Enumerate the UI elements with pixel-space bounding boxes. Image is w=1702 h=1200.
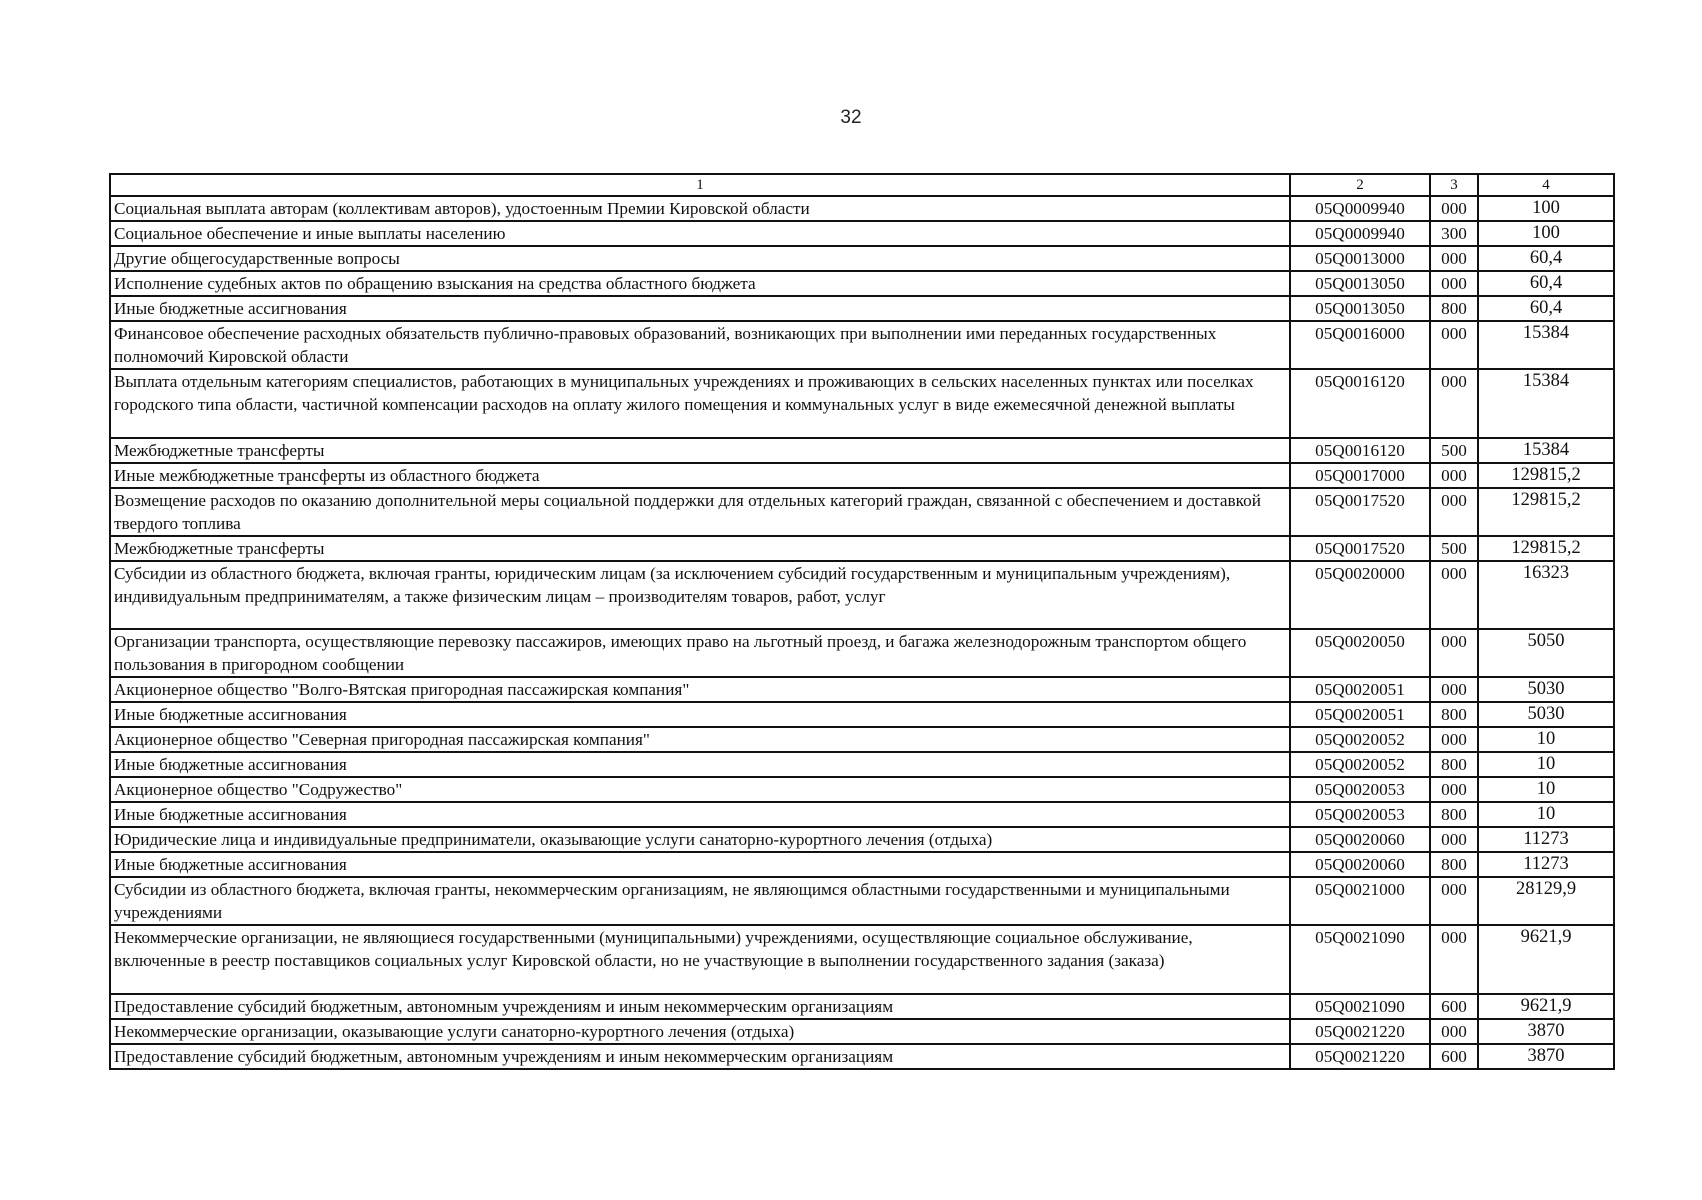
row-code-cell: 05Q0020052 (1290, 727, 1430, 752)
row-sum-cell: 16323 (1478, 561, 1614, 629)
row-code-cell: 05Q0020060 (1290, 827, 1430, 852)
row-code-cell: 05Q0016120 (1290, 438, 1430, 463)
table-row (110, 727, 1614, 752)
row-name-cell: Субсидии из областного бюджета, включая гранты, юридическим лицам (за исключением субсидий государственным и муниципальным учреждениям), индивидуальным предпринимателям, а также физическим лицам – производителям товаров, работ, услуг (110, 561, 1290, 629)
table-row (110, 925, 1614, 994)
row-name-cell: Другие общегосударственные вопросы (110, 246, 1290, 271)
row-sum-cell: 5030 (1478, 702, 1614, 727)
row-name-cell: Иные бюджетные ассигнования (110, 702, 1290, 727)
row-type-cell: 000 (1430, 271, 1478, 296)
row-sum-cell: 129815,2 (1478, 488, 1614, 536)
row-name-cell: Иные бюджетные ассигнования (110, 296, 1290, 321)
row-name-cell: Исполнение судебных актов по обращению взыскания на средства областного бюджета (110, 271, 1290, 296)
row-name-cell: Некоммерческие организации, оказывающие услуги санаторно-курортного лечения (отдыха) (110, 1019, 1290, 1044)
row-sum-cell: 3870 (1478, 1019, 1614, 1044)
row-name-cell: Организации транспорта, осуществляющие перевозку пассажиров, имеющих право на льготный проезд, и багажа железнодорожным транспортом общего пользования в пригородном сообщении (110, 629, 1290, 677)
column-number-2: 2 (1290, 174, 1430, 196)
table-row (110, 321, 1614, 369)
row-type-cell: 000 (1430, 925, 1478, 994)
page-number: 32 (840, 107, 862, 128)
row-code-cell: 05Q0021220 (1290, 1044, 1430, 1069)
row-sum-cell: 60,4 (1478, 296, 1614, 321)
row-sum-cell: 3870 (1478, 1044, 1614, 1069)
row-type-cell: 000 (1430, 488, 1478, 536)
table-row (110, 296, 1614, 321)
row-code-cell: 05Q0013000 (1290, 246, 1430, 271)
row-sum-cell: 10 (1478, 727, 1614, 752)
row-name-cell: Межбюджетные трансферты (110, 438, 1290, 463)
row-name-cell: Иные межбюджетные трансферты из областного бюджета (110, 463, 1290, 488)
row-sum-cell: 15384 (1478, 321, 1614, 369)
table-row (110, 463, 1614, 488)
row-name-cell: Финансовое обеспечение расходных обязательств публично-правовых образований, возникающих при выполнении ими переданных государственных полномочий Кировской области (110, 321, 1290, 369)
table-row (110, 271, 1614, 296)
row-sum-cell: 9621,9 (1478, 925, 1614, 994)
budget-table (109, 173, 1615, 1070)
table-row (110, 221, 1614, 246)
row-type-cell: 000 (1430, 246, 1478, 271)
table-row (110, 677, 1614, 702)
row-sum-cell: 10 (1478, 802, 1614, 827)
row-sum-cell: 9621,9 (1478, 994, 1614, 1019)
row-code-cell: 05Q0020000 (1290, 561, 1430, 629)
row-code-cell: 05Q0017000 (1290, 463, 1430, 488)
row-sum-cell: 15384 (1478, 438, 1614, 463)
row-type-cell: 800 (1430, 296, 1478, 321)
row-type-cell: 000 (1430, 1019, 1478, 1044)
table-row (110, 246, 1614, 271)
column-number-3: 3 (1430, 174, 1478, 196)
row-type-cell: 000 (1430, 727, 1478, 752)
row-code-cell: 05Q0021220 (1290, 1019, 1430, 1044)
row-name-cell: Акционерное общество "Волго-Вятская пригородная пассажирская компания" (110, 677, 1290, 702)
row-sum-cell: 100 (1478, 196, 1614, 221)
row-code-cell: 05Q0021090 (1290, 925, 1430, 994)
row-sum-cell: 11273 (1478, 852, 1614, 877)
table-row (110, 777, 1614, 802)
row-code-cell: 05Q0021000 (1290, 877, 1430, 925)
row-name-cell: Межбюджетные трансферты (110, 536, 1290, 561)
row-code-cell: 05Q0013050 (1290, 296, 1430, 321)
table-row (110, 369, 1614, 438)
row-type-cell: 600 (1430, 994, 1478, 1019)
row-name-cell: Социальное обеспечение и иные выплаты населению (110, 221, 1290, 246)
row-code-cell: 05Q0009940 (1290, 221, 1430, 246)
row-type-cell: 000 (1430, 827, 1478, 852)
row-code-cell: 05Q0020060 (1290, 852, 1430, 877)
row-type-cell: 000 (1430, 321, 1478, 369)
table-row (110, 196, 1614, 221)
row-name-cell: Иные бюджетные ассигнования (110, 752, 1290, 777)
row-sum-cell: 10 (1478, 752, 1614, 777)
row-sum-cell: 129815,2 (1478, 463, 1614, 488)
row-code-cell: 05Q0020051 (1290, 702, 1430, 727)
row-name-cell: Акционерное общество "Северная пригородная пассажирская компания" (110, 727, 1290, 752)
row-type-cell: 000 (1430, 877, 1478, 925)
table-row (110, 827, 1614, 852)
row-code-cell: 05Q0021090 (1290, 994, 1430, 1019)
row-type-cell: 000 (1430, 463, 1478, 488)
table-row (110, 488, 1614, 536)
row-code-cell: 05Q0009940 (1290, 196, 1430, 221)
row-type-cell: 500 (1430, 438, 1478, 463)
row-name-cell: Иные бюджетные ассигнования (110, 802, 1290, 827)
row-name-cell: Акционерное общество "Содружество" (110, 777, 1290, 802)
row-type-cell: 000 (1430, 629, 1478, 677)
table-row (110, 1019, 1614, 1044)
row-code-cell: 05Q0020052 (1290, 752, 1430, 777)
row-name-cell: Предоставление субсидий бюджетным, автономным учреждениям и иным некоммерческим организациям (110, 994, 1290, 1019)
row-type-cell: 600 (1430, 1044, 1478, 1069)
table-row (110, 561, 1614, 629)
row-code-cell: 05Q0020051 (1290, 677, 1430, 702)
row-code-cell: 05Q0017520 (1290, 488, 1430, 536)
table-row (110, 802, 1614, 827)
column-number-4: 4 (1478, 174, 1614, 196)
row-name-cell: Некоммерческие организации, не являющиеся государственными (муниципальными) учреждениями, осуществляющие социальное обслуживание, включенные в реестр поставщиков социальных услуг Кировской области, но не участвующие в выполнении государственного задания (заказа) (110, 925, 1290, 994)
row-sum-cell: 60,4 (1478, 271, 1614, 296)
row-name-cell: Юридические лица и индивидуальные предприниматели, оказывающие услуги санаторно-курортного лечения (отдыха) (110, 827, 1290, 852)
row-type-cell: 500 (1430, 536, 1478, 561)
row-sum-cell: 5030 (1478, 677, 1614, 702)
column-number-1: 1 (110, 174, 1290, 196)
row-type-cell: 800 (1430, 852, 1478, 877)
table-row (110, 852, 1614, 877)
row-type-cell: 800 (1430, 702, 1478, 727)
row-code-cell: 05Q0017520 (1290, 536, 1430, 561)
row-sum-cell: 28129,9 (1478, 877, 1614, 925)
row-name-cell: Иные бюджетные ассигнования (110, 852, 1290, 877)
row-name-cell: Субсидии из областного бюджета, включая гранты, некоммерческим организациям, не являющимся областными государственными и муниципальными учреждениями (110, 877, 1290, 925)
table-row (110, 438, 1614, 463)
row-name-cell: Выплата отдельным категориям специалистов, работающих в муниципальных учреждениях и проживающих в сельских населенных пунктах или поселках городского типа области, частичной компенсации расходов на оплату жилого помещения и коммунальных услуг в виде ежемесячной денежной выплаты (110, 369, 1290, 438)
row-type-cell: 000 (1430, 196, 1478, 221)
row-sum-cell: 60,4 (1478, 246, 1614, 271)
row-type-cell: 000 (1430, 777, 1478, 802)
row-sum-cell: 10 (1478, 777, 1614, 802)
row-type-cell: 300 (1430, 221, 1478, 246)
table-row (110, 994, 1614, 1019)
table-row (110, 1044, 1614, 1069)
row-code-cell: 05Q0016000 (1290, 321, 1430, 369)
table-header-row (110, 174, 1614, 196)
row-type-cell: 800 (1430, 802, 1478, 827)
row-sum-cell: 15384 (1478, 369, 1614, 438)
table-row (110, 702, 1614, 727)
row-code-cell: 05Q0020053 (1290, 777, 1430, 802)
row-sum-cell: 11273 (1478, 827, 1614, 852)
row-code-cell: 05Q0020050 (1290, 629, 1430, 677)
row-sum-cell: 129815,2 (1478, 536, 1614, 561)
row-code-cell: 05Q0016120 (1290, 369, 1430, 438)
row-type-cell: 000 (1430, 369, 1478, 438)
table-row (110, 877, 1614, 925)
row-code-cell: 05Q0020053 (1290, 802, 1430, 827)
row-sum-cell: 5050 (1478, 629, 1614, 677)
table-row (110, 752, 1614, 777)
row-sum-cell: 100 (1478, 221, 1614, 246)
table-row (110, 536, 1614, 561)
row-type-cell: 800 (1430, 752, 1478, 777)
row-code-cell: 05Q0013050 (1290, 271, 1430, 296)
row-name-cell: Социальная выплата авторам (коллективам авторов), удостоенным Премии Кировской области (110, 196, 1290, 221)
row-name-cell: Возмещение расходов по оказанию дополнительной меры социальной поддержки для отдельных категорий граждан, связанной с обеспечением и доставкой твердого топлива (110, 488, 1290, 536)
row-type-cell: 000 (1430, 677, 1478, 702)
row-type-cell: 000 (1430, 561, 1478, 629)
table-row (110, 629, 1614, 677)
row-name-cell: Предоставление субсидий бюджетным, автономным учреждениям и иным некоммерческим организациям (110, 1044, 1290, 1069)
